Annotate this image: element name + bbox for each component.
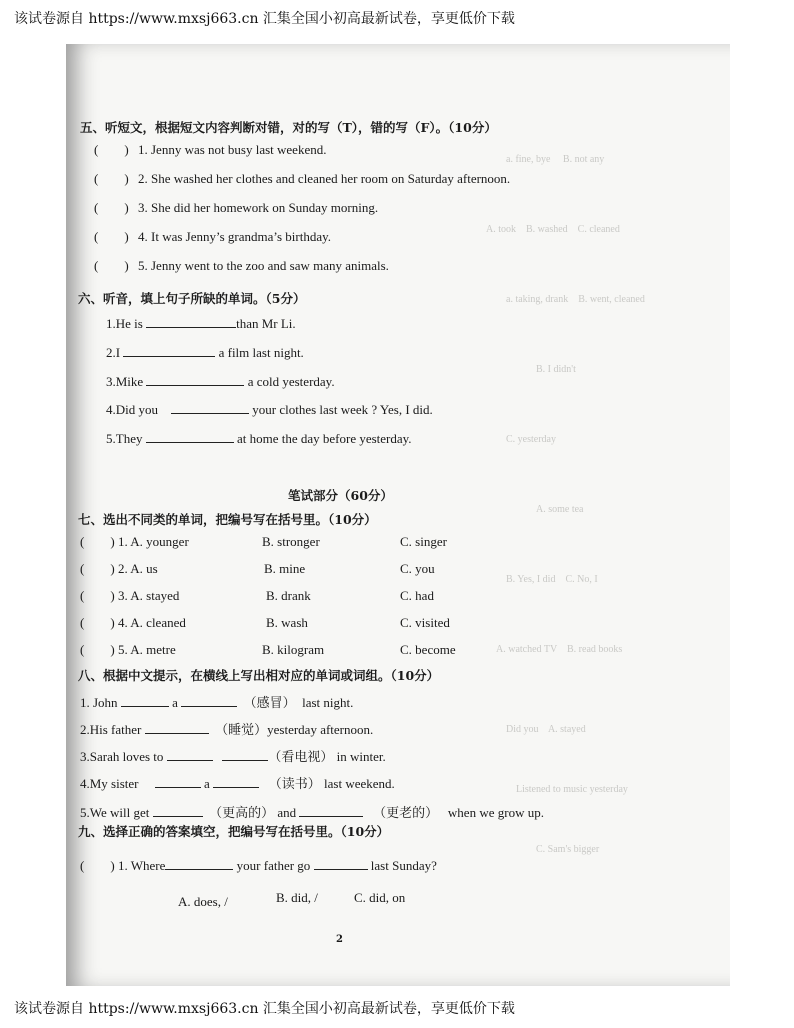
s7-row-4-a: 4. A. cleaned	[118, 615, 186, 630]
s7-row-1-c: C. singer	[400, 534, 447, 549]
s7-row-2-a: 2. A. us	[118, 561, 158, 576]
answer-bracket[interactable]: ( )	[94, 258, 129, 273]
s5-item-2: 2. She washed her clothes and cleaned her room on Saturday afternoon.	[138, 171, 511, 186]
s6-line-2: 2.I a film last night.	[106, 345, 304, 360]
s8-line-5: 5.We will get （更高的） and （更老的） when we grow up.	[80, 805, 544, 820]
answer-blank[interactable]	[146, 431, 234, 443]
answer-blank[interactable]	[121, 695, 169, 707]
answer-blank[interactable]	[299, 805, 363, 817]
s7-row-5-c: C. become	[400, 642, 456, 657]
answer-blank[interactable]	[314, 858, 368, 870]
s6-line-3: 3.Mike a cold yesterday.	[106, 374, 335, 389]
answer-blank[interactable]	[153, 805, 203, 817]
s5-item-1: 1. Jenny was not busy last weekend.	[138, 142, 327, 157]
s8-line-2: 2.His father （睡觉）yesterday afternoon.	[80, 722, 374, 737]
s6-line-1: 1.He is than Mr Li.	[106, 316, 296, 331]
s7-row-4-b: B. wash	[266, 615, 308, 630]
answer-bracket[interactable]: ( )	[94, 142, 129, 157]
section-6-heading: 六、听音，填上句子所缺的单词。（5分）	[78, 291, 306, 306]
answer-blank[interactable]	[167, 749, 213, 761]
answer-bracket[interactable]: ( )	[94, 171, 129, 186]
page-number: 2	[336, 934, 343, 945]
section-5-heading: 五、听短文，根据短文内容判断对错，对的写（T），错的写（F）。（10分）	[80, 120, 497, 135]
section-8-heading: 八、根据中文提示，在横线上写出相对应的单词或词组。（10分）	[78, 668, 440, 683]
s7-row-2-b: B. mine	[264, 561, 306, 576]
s6-line-4: 4.Did you your clothes last week ? Yes, I did.	[106, 402, 433, 417]
answer-blank[interactable]	[146, 316, 236, 328]
written-part-title: 笔试部分（60分）	[288, 488, 393, 503]
answer-blank[interactable]	[146, 374, 244, 386]
s5-item-3: 3. She did her homework on Sunday morning.	[138, 200, 379, 215]
answer-blank[interactable]	[123, 345, 215, 357]
s7-row-5-a: 5. A. metre	[118, 642, 176, 657]
answer-blank[interactable]	[181, 695, 237, 707]
s7-row-3-c: C. had	[400, 588, 434, 603]
source-banner-top: 该试卷源自 https://www.mxsj663.cn 汇集全国小初高最新试卷，享更低价下载	[14, 11, 515, 27]
answer-bracket[interactable]: ( )	[80, 642, 115, 657]
answer-bracket[interactable]: ( )	[80, 615, 115, 630]
answer-blank[interactable]	[213, 776, 259, 788]
answer-bracket[interactable]: ( )	[94, 200, 129, 215]
source-banner-bottom: 该试卷源自 https://www.mxsj663.cn 汇集全国小初高最新试卷，享更低价下载	[14, 1001, 515, 1017]
answer-bracket[interactable]: ( )	[80, 858, 115, 873]
answer-blank[interactable]	[171, 402, 249, 414]
answer-bracket[interactable]: ( )	[80, 561, 115, 576]
s7-row-1-a: 1. A. younger	[118, 534, 189, 549]
answer-blank[interactable]	[155, 776, 201, 788]
answer-bracket[interactable]: ( )	[80, 534, 115, 549]
section-7-heading: 七、选出不同类的单词，把编号写在括号里。（10分）	[78, 512, 377, 527]
s9-option-a: A. does, /	[178, 894, 228, 909]
answer-blank[interactable]	[165, 858, 233, 870]
scanned-page: a. fine, bye B. not any A. took B. washed C. cleaned a. taking, drank B. went, cleaned B. I didn't C. yesterday A. some tea B. Yes, I did C. No, I A. watched TV B. read books Did you A. stayed Listened to music yesterday C. Sam's bigger 五、听短文，根据短文内容判断对错，对的写（T），错的写（F）。（10分） ( ) 1. Jenny was not busy last weekend. ( ) 2. She washed her clothes and cleaned her room on Saturday afternoon. ( ) 3. She did her homework on Sunday morning. ( ) 4. It was Jenny’s grandma’s birthday. ( ) 5. Jenny went to the zoo and saw many animals. 六、听音，填上句子所缺的单词。（5分） 1.He is than Mr Li. 2.I a film last night. 3.Mike a cold yesterday. 4.Did you your clothes last week ? Yes, I did. 5.They at home the day before yesterday. 笔试部分（60分） 七、选出不同类的单词，把编号写在括号里。（10分） ( ) 1. A. younger B. stronger C. singer ( ) 2. A. us B. mine C. you ( ) 3. A. stayed B. drank C. had ( ) 4. A. cleaned B. wash C. visited ( ) 5. A. metre B. kilogram C. become 八、根据中文提示，在横线上写出相对应的单词或词组。（10分） 1. John a （感冒） last night. 2.His father （睡觉）yesterday afternoon. 3.Sarah loves to （看电视） in winter. 4.My sister a （读书） last weekend. 5.We will get （更高的） and （更老的） when we grow up. 九、选择正确的答案填空，把编号写在括号里。（10分） ( ) 1. Where your father go last Sunday? A. does, / B. did, / C. did, on 2	[66, 44, 730, 986]
s9-option-c: C. did, on	[354, 890, 406, 905]
s9-q1: 1. Where your father go last Sunday?	[118, 858, 437, 873]
s7-row-3-a: 3. A. stayed	[118, 588, 180, 603]
s5-item-5: 5. Jenny went to the zoo and saw many animals.	[138, 258, 389, 273]
s8-line-3: 3.Sarah loves to （看电视） in winter.	[80, 749, 386, 764]
answer-bracket[interactable]: ( )	[80, 588, 115, 603]
s7-row-2-c: C. you	[400, 561, 435, 576]
s5-item-4: 4. It was Jenny’s grandma’s birthday.	[138, 229, 332, 244]
s7-row-3-b: B. drank	[266, 588, 311, 603]
s7-row-5-b: B. kilogram	[262, 642, 325, 657]
s7-row-4-c: C. visited	[400, 615, 450, 630]
s8-line-4: 4.My sister a （读书） last weekend.	[80, 776, 395, 791]
section-9-heading: 九、选择正确的答案填空，把编号写在括号里。（10分）	[78, 824, 390, 839]
answer-bracket[interactable]: ( )	[94, 229, 129, 244]
s9-option-b: B. did, /	[276, 890, 318, 905]
answer-blank[interactable]	[222, 749, 268, 761]
s8-line-1: 1. John a （感冒） last night.	[80, 695, 354, 710]
s7-row-1-b: B. stronger	[262, 534, 320, 549]
s6-line-5: 5.They at home the day before yesterday.	[106, 431, 412, 446]
answer-blank[interactable]	[145, 722, 209, 734]
